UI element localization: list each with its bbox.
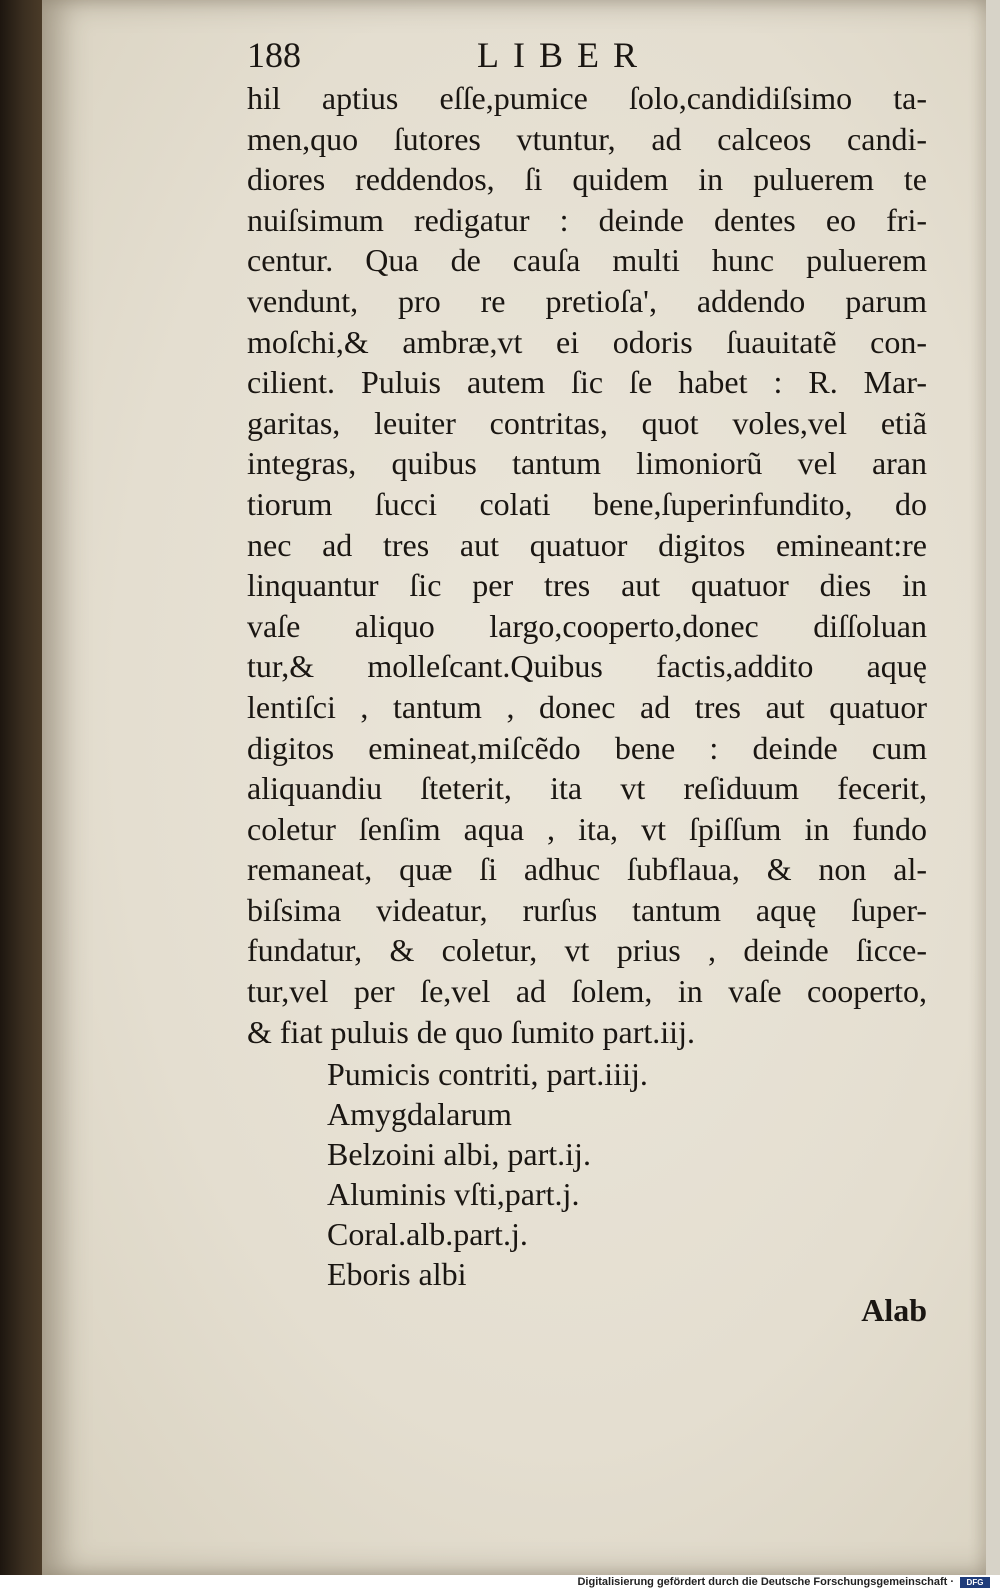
text-line: & fiat puluis de quo ſumito part.iij.: [247, 1013, 695, 1050]
text-line: tur,vel per ſe,vel ad ſolem, in vaſe cooperto,: [247, 973, 927, 1010]
dfg-logo: DFG: [960, 1577, 990, 1588]
text-line: tiorum ſucci colati bene,ſuperinfundito, do: [247, 485, 927, 522]
book-spine-edge: [0, 0, 42, 1575]
footer-bar: [0, 1575, 1000, 1591]
text-line: fundatur, & coletur, vt prius , deinde ſicce-: [247, 932, 927, 969]
text-line: integras, quibus tantum limoniorũ vel aran: [247, 445, 927, 482]
footer-credit: Digitalisierung gefördert durch die Deutsche Forschungsgemeinschaft ·: [577, 1576, 954, 1588]
ingredient-list: [247, 1054, 927, 1294]
ingredient-item: Eboris albi: [327, 1256, 467, 1293]
running-head: LIBER: [477, 35, 651, 75]
text-line: tur,& molleſcant.Quibus factis,addito aquę: [247, 648, 927, 685]
ingredient-item: Amygdalarum: [327, 1096, 512, 1133]
text-line: nuiſsimum redigatur : deinde dentes eo fri-: [247, 201, 927, 238]
text-line: vaſe aliquo largo,cooperto,donec diſſoluan: [247, 607, 927, 644]
text-line: nec ad tres aut quatuor digitos emineant:re: [247, 526, 927, 563]
text-line: remaneat, quæ ſi adhuc ſubflaua, & non al-: [247, 851, 927, 888]
ingredient-item: Pumicis contriti, part.iiij.: [327, 1056, 648, 1093]
text-line: garitas, leuiter contritas, quot voles,vel etiã: [247, 404, 927, 441]
catchword: Alab: [861, 1292, 927, 1328]
text-line: vendunt, pro re pretioſa', addendo parum: [247, 282, 927, 319]
text-line: centur. Qua de cauſa multi hunc puluerem: [247, 242, 927, 279]
text-line: diores reddendos, ſi quidem in puluerem te: [247, 161, 927, 198]
page-header: [247, 34, 927, 78]
ingredient-item: Coral.alb.part.j.: [327, 1216, 528, 1253]
ingredient-item: Belzoini albi, part.ij.: [327, 1136, 591, 1173]
text-line: linquantur ſic per tres aut quatuor dies in: [247, 567, 927, 604]
text-line: moſchi,& ambræ,vt ei odoris ſuauitatẽ con-: [247, 323, 927, 360]
text-line: men,quo ſutores vtuntur, ad calceos candi-: [247, 120, 927, 157]
body-text: [247, 78, 927, 1052]
text-line: biſsima videatur, rurſus tantum aquę ſuper-: [247, 891, 927, 928]
page-number: 188: [247, 35, 301, 75]
ingredient-item: Aluminis vſti,part.j.: [327, 1176, 580, 1213]
text-line: cilient. Puluis autem ſic ſe habet : R. Mar-: [247, 364, 927, 401]
text-block: [247, 34, 927, 1328]
text-line: digitos emineat,miſcẽdo bene : deinde cum: [247, 729, 927, 766]
text-line: coletur ſenſim aqua , ita, vt ſpiſſum in fundo: [247, 810, 927, 847]
text-line: hil aptius eſſe,pumice ſolo,candidiſsimo ta-: [247, 80, 927, 116]
text-line: aliquandiu ſteterit, ita vt reſiduum fecerit,: [247, 770, 927, 807]
text-line: lentiſci , tantum , donec ad tres aut quatuor: [247, 688, 927, 725]
book-page: [42, 0, 986, 1575]
